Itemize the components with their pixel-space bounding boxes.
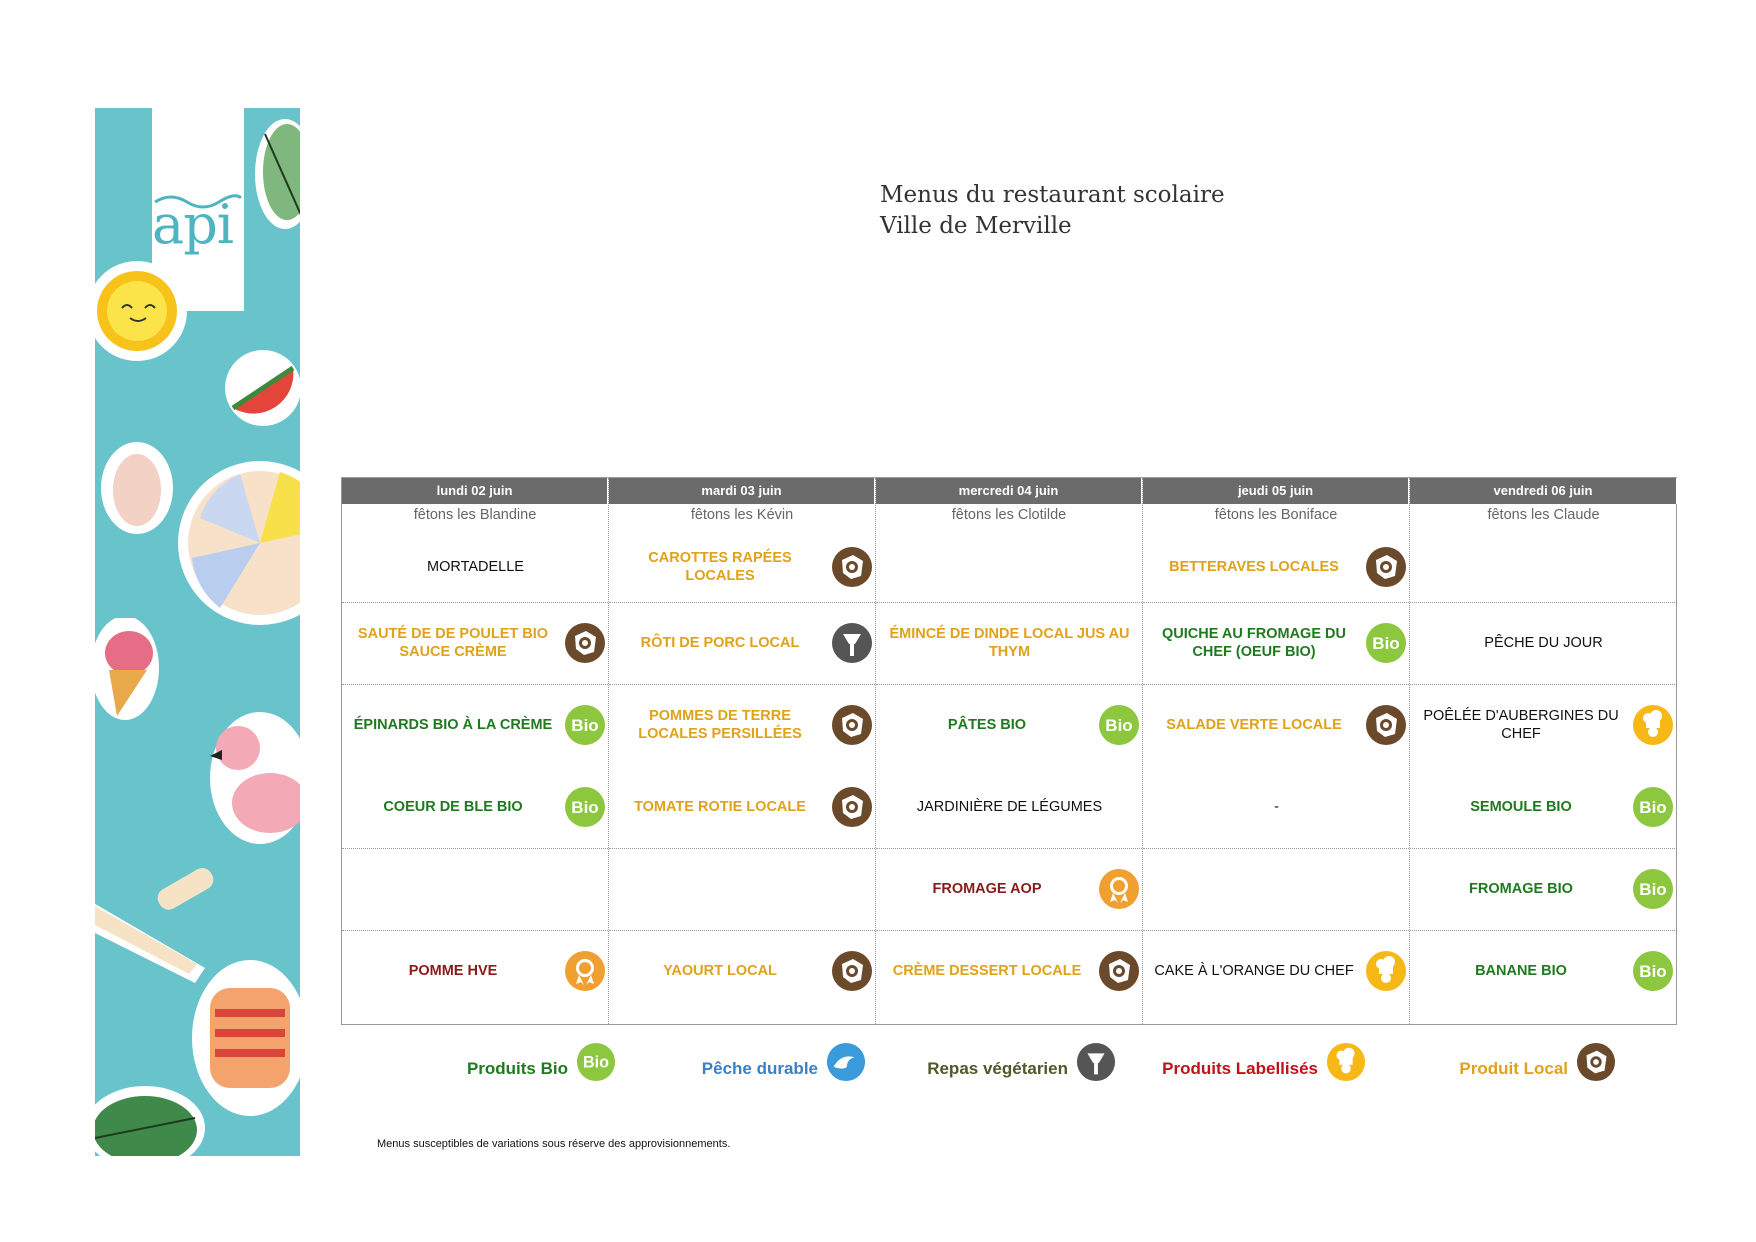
menu-item-label: SEMOULE BIO <box>1470 799 1572 815</box>
menu-item <box>876 766 1143 848</box>
local-icon <box>1365 704 1407 746</box>
menu-item-label: BANANE BIO <box>1475 963 1567 979</box>
label-icon <box>564 950 606 992</box>
bio-icon <box>1365 622 1407 664</box>
menu-item <box>342 602 609 684</box>
menu-item <box>609 602 876 684</box>
chef-icon <box>1326 1042 1366 1082</box>
menu-item-label: YAOURT LOCAL <box>663 963 777 979</box>
menu-item <box>876 526 1143 608</box>
legend-label: Produit Local <box>1459 1059 1568 1078</box>
local-icon <box>1098 950 1140 992</box>
bio-icon <box>1632 950 1674 992</box>
menu-item <box>1143 930 1410 1012</box>
bio-icon <box>576 1042 616 1082</box>
legend-label: Pêche durable <box>701 1059 818 1078</box>
vegetarian-icon <box>1076 1042 1116 1082</box>
legend-label: Produits Labellisés <box>1162 1059 1318 1078</box>
menu-item <box>1410 526 1677 608</box>
day-column <box>609 478 876 1024</box>
local-icon <box>831 950 873 992</box>
bio-icon <box>1632 868 1674 910</box>
chef-icon <box>1632 704 1674 746</box>
menu-item-label: MORTADELLE <box>427 559 524 575</box>
ice-cream-icon <box>95 618 165 728</box>
svg-text:Bio: Bio <box>571 798 599 817</box>
bio-icon <box>1098 704 1140 746</box>
logo: api <box>152 193 234 256</box>
svg-text:Bio: Bio <box>1639 962 1667 981</box>
legend-item <box>1141 1040 1366 1084</box>
local-icon <box>831 786 873 828</box>
menu-item <box>1410 930 1677 1012</box>
menu-item <box>1410 602 1677 684</box>
menu-item-label: TOMATE ROTIE LOCALE <box>634 799 806 815</box>
decorative-banner <box>95 108 300 1156</box>
menu-item-label: ÉMINCÉ DE DINDE LOCAL JUS AU THYM <box>889 626 1130 660</box>
label-icon <box>1098 868 1140 910</box>
menu-item <box>342 766 609 848</box>
menu-item <box>1143 526 1410 608</box>
saint-of-day: fêtons les Blandine <box>413 507 537 523</box>
menu-item-label: SAUTÉ DE DE POULET BIO SAUCE CRÈME <box>357 626 549 660</box>
local-icon <box>1576 1042 1616 1082</box>
local-icon <box>831 546 873 588</box>
page-title <box>880 180 1225 242</box>
local-icon <box>1365 704 1407 746</box>
vegetarian-icon <box>831 622 873 664</box>
menu-item-label: RÔTI DE PORC LOCAL <box>640 635 800 651</box>
title-line-2: Ville de Merville <box>880 213 1072 239</box>
day-header: jeudi 05 juin <box>1143 478 1409 504</box>
fish-icon <box>826 1042 866 1082</box>
legend-item <box>641 1040 866 1084</box>
local-icon <box>564 622 606 664</box>
menu-item <box>609 766 876 848</box>
menu-item-label: CRÈME DESSERT LOCALE <box>892 963 1082 979</box>
bio-icon <box>564 704 606 746</box>
local-icon <box>831 704 873 746</box>
menu-item-label: CAROTTES RAPÉES LOCALES <box>648 550 792 584</box>
saint-of-day: fêtons les Kévin <box>690 507 794 523</box>
legend-label: Repas végétarien <box>927 1059 1068 1078</box>
menu-item <box>342 848 609 930</box>
menu-item <box>342 684 609 766</box>
day-column <box>342 478 609 1024</box>
saint-of-day: fêtons les Claude <box>1487 507 1600 523</box>
svg-text:Bio: Bio <box>1105 716 1133 735</box>
vegetarian-icon <box>831 622 873 664</box>
svg-text:Bio: Bio <box>1639 880 1667 899</box>
bio-icon <box>1365 622 1407 664</box>
menu-item <box>1143 602 1410 684</box>
menu-item <box>876 930 1143 1012</box>
menu-item <box>609 930 876 1012</box>
label-icon <box>564 950 606 992</box>
menu-item-label: ÉPINARDS BIO À LA CRÈME <box>353 717 553 733</box>
menu-item <box>1143 766 1410 848</box>
bio-icon <box>1632 786 1674 828</box>
menu-item <box>1143 684 1410 766</box>
watermelon-icon <box>223 348 300 428</box>
menu-item-label: - <box>1274 799 1279 815</box>
vegetarian-icon <box>1076 1042 1116 1082</box>
svg-text:Bio: Bio <box>582 1053 610 1072</box>
legend-item <box>891 1040 1116 1084</box>
towel-icon <box>190 958 300 1118</box>
legend-label: Produits Bio <box>466 1059 568 1078</box>
menu-item-label: BETTERAVES LOCALES <box>1169 559 1339 575</box>
bio-icon <box>1632 786 1674 828</box>
legend-item <box>391 1040 616 1084</box>
menu-item <box>609 848 876 930</box>
local-icon <box>831 546 873 588</box>
bio-icon <box>1098 704 1140 746</box>
flamingo-icon <box>200 708 300 848</box>
saint-of-day: fêtons les Clotilde <box>951 507 1067 523</box>
menu-item-label: JARDINIÈRE DE LÉGUMES <box>916 799 1103 815</box>
local-icon <box>831 704 873 746</box>
saint-of-day: fêtons les Boniface <box>1214 507 1338 523</box>
menu-item-label: FROMAGE AOP <box>932 881 1042 897</box>
local-icon <box>1576 1042 1616 1082</box>
menu-item-label: QUICHE AU FROMAGE DU CHEF (OEUF BIO) <box>1162 626 1346 660</box>
bio-icon <box>576 1042 616 1082</box>
svg-text:Bio: Bio <box>1639 798 1667 817</box>
svg-text:Bio: Bio <box>571 716 599 735</box>
local-icon <box>831 786 873 828</box>
sun-icon <box>95 256 197 366</box>
local-icon <box>564 622 606 664</box>
menu-item <box>342 526 609 608</box>
menu-item <box>876 602 1143 684</box>
bio-icon <box>1632 868 1674 910</box>
menu-item-label: POMMES DE TERRE LOCALES PERSILLÉES <box>638 708 802 742</box>
menu-item-label: SALADE VERTE LOCALE <box>1166 717 1342 733</box>
title-line-1: Menus du restaurant scolaire <box>880 182 1225 208</box>
fish-icon <box>826 1042 866 1082</box>
menu-item <box>609 526 876 608</box>
bio-icon <box>564 704 606 746</box>
menu-item <box>1143 848 1410 930</box>
beach-ball-icon <box>170 458 300 628</box>
day-header: vendredi 06 juin <box>1410 478 1677 504</box>
menu-item <box>609 684 876 766</box>
chef-icon <box>1326 1042 1366 1082</box>
menu-item <box>876 684 1143 766</box>
bio-icon <box>564 786 606 828</box>
chef-icon <box>1365 950 1407 992</box>
local-icon <box>1098 950 1140 992</box>
day-header: mardi 03 juin <box>609 478 875 504</box>
menu-item-label: COEUR DE BLE BIO <box>383 799 523 815</box>
menu-item-label: CAKE À L'ORANGE DU CHEF <box>1154 963 1354 979</box>
chef-icon <box>1632 704 1674 746</box>
menu-item-label: PÊCHE DU JOUR <box>1484 635 1603 651</box>
day-column <box>876 478 1143 1024</box>
menu-item-label: POMME HVE <box>408 963 498 979</box>
bio-icon <box>1632 950 1674 992</box>
shell-icon <box>95 438 175 538</box>
day-header: lundi 02 juin <box>342 478 608 504</box>
menu-item <box>1410 766 1677 848</box>
svg-text:Bio: Bio <box>1372 634 1400 653</box>
chef-icon <box>1365 950 1407 992</box>
local-icon <box>831 950 873 992</box>
day-column <box>1410 478 1677 1024</box>
menu-item <box>876 848 1143 930</box>
menu-item <box>1410 684 1677 766</box>
local-icon <box>1365 546 1407 588</box>
day-column <box>1143 478 1410 1024</box>
palm-leaf-icon <box>95 1068 205 1156</box>
menu-item <box>342 930 609 1012</box>
menu-table <box>341 477 1677 1025</box>
leaf-icon <box>245 114 300 234</box>
disclaimer-note: Menus susceptibles de variations sous réserve des approvisionnements. <box>377 1138 731 1150</box>
bio-icon <box>564 786 606 828</box>
label-icon <box>1098 868 1140 910</box>
menu-item-label: POÊLÉE D'AUBERGINES DU CHEF <box>1423 708 1619 742</box>
legend-item <box>1391 1040 1616 1084</box>
menu-item-label: PÂTES BIO <box>947 717 1027 733</box>
local-icon <box>1365 546 1407 588</box>
menu-item-label: FROMAGE BIO <box>1469 881 1573 897</box>
day-header: mercredi 04 juin <box>876 478 1142 504</box>
menu-item <box>1410 848 1677 930</box>
